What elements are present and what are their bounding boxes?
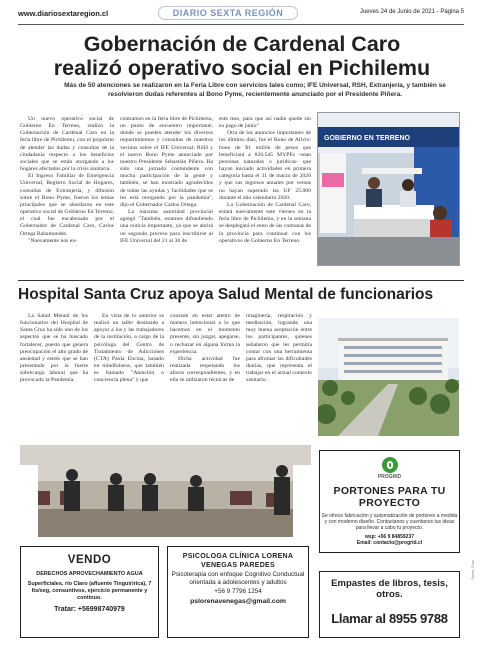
article1-subtitle: Más de 50 atenciones se realizaron en la Feria Libre con servicios tales como; IFE Universal, RSH, Extranjería, y también se resolvieron dudas referentes al Bono Pyme, recientemente anunciado por el Presidente Piñera. <box>64 82 446 98</box>
article1-title-line1: Gobernación de Cardenal Caro <box>83 32 401 56</box>
progrid-ad[interactable] <box>319 450 460 553</box>
psicologa-email[interactable]: pslorenavenegas@gmail.com <box>190 598 286 605</box>
header-rule <box>18 24 464 25</box>
vendo-subtitle: DERECHOS APROVECHAMIENTO AGUA <box>36 571 143 577</box>
gobierno-en-terreno-photo <box>318 113 460 266</box>
article1-col1 <box>20 116 114 273</box>
psicologa-phone[interactable]: +56 9 7796 1254 <box>214 588 262 595</box>
article1-title-line2: realizó operativo social en Pichilemu <box>53 56 431 80</box>
article1-col3 <box>219 116 311 273</box>
article1-col2 <box>120 116 213 273</box>
progrid-title: PORTONES PARA TU PROYECTO <box>333 485 446 509</box>
article2-col3 <box>170 313 240 441</box>
paragraph: imaginería, respiración y meditación, logrando una muy buena aceptación entre los participantes, quienes señalaron que les permitía contar con una herramienta para afrontar las dificultades diarias, que representa el trabajar en el actual contexto sanitario. <box>246 313 312 384</box>
progrid-desc: Se ofrece fabricación y automatización de portones a medida y con moderno diseño. Contactanos y cuentanos tus ideas para llevar a cabo tu proyecto. <box>321 513 458 532</box>
paragraph: Otra de los anuncios importantes de los últimos días, fue el Bono de Alivio: bono de $1 millón de pesos que beneficiará a 820.545 MYPEs -sean personas naturales o jurídicas- que hayan iniciado actividades en primera categoría hasta el 31 de marzo de 2020 y que sus ingresos anuales por ventas no hayan superado las UF 25.000 durante el año calendario 2020. <box>219 130 311 201</box>
empastes-call[interactable]: Llamar al 8955 9788 <box>331 611 448 626</box>
masthead: DIARIO SEXTA REGIÓN <box>158 6 298 20</box>
article2-col2 <box>94 313 164 441</box>
article2-title: Hospital Santa Cruz apoya Salud Mental de funcionarios <box>18 286 434 303</box>
paragraph: "Nuevamente nos en- <box>28 237 78 244</box>
paragraph: contramos en la feria libre de Pichilemu, un punto de encuentro importante, donde se pueden atender los diversos requerimientos y consultas de nuestros vecinos sobre el IFE Universal, RSH y el nuevo Bono Pyme anunciado por nuestro Presidente Sebastián Piñera. Ha sido una jornada contundente con mucha participación de la gente y también, se han mostrado agradecidos de todas las ayudas y facilidades que se les está otorgando por la pandemia", dijo el Gobernador Carlos Ortega. <box>120 116 213 208</box>
article1-title <box>22 32 462 80</box>
paragraph: En vista de lo anterior se realizó un taller destinado a apoyar a los y las trabajadores de la institución, a cargo de la psicóloga del Centro de Tratamiento de Adicciones (CTA) Paola Encina, basado en mindfulness, que también es llamado "Atención o conciencia plena" y que <box>94 313 164 384</box>
side-caption: Santa Cruz <box>470 559 475 580</box>
psicologa-title: PSICOLOGA CLÍNICA LORENA VENEGAS PAREDES <box>182 553 294 569</box>
hospital-building-photo <box>318 318 459 436</box>
progrid-logo-icon <box>382 457 398 473</box>
paragraph: El Ingreso Familiar de Emergencia Universal, Registro Social de Hogares, consultas de Extranjería, y difusión sobre el Bono Pyme, fueron los temas principales que se abordaron en este operativo social de Gobierno En Terreno, el cual fue encabezado por el Gobernador de Cardenal Caro, Carlos Ortega Bahamondes. <box>20 173 114 237</box>
vendo-ad[interactable] <box>20 546 159 638</box>
section-rule <box>18 280 464 281</box>
article1-photo <box>317 112 460 266</box>
progrid-whatsapp[interactable]: wsp: +56 9 84859237 <box>364 533 415 540</box>
paragraph: Dicha actividad fue realizada respetando los aforos correspondientes, y en ella se utilizaron técnicas de <box>170 355 240 384</box>
paragraph: Un nuevo operativo social de Gobierno En Terreno, realizó la Gobernación de Cardenal Caro en la feria libre de Pichilemu, con el propósito de atender las dudas y consultas de la ciudadanía respecto a los beneficios sociales que se están otorgando a los hogares afectados por la crisis sanitaria. <box>20 116 114 173</box>
photo-sign-text: GOBIERNO EN TERRENO <box>324 135 410 142</box>
paragraph: este mes, para que así nadie quede sin su pago de junio" <box>219 116 311 130</box>
article2-col4 <box>246 313 312 441</box>
empastes-ad[interactable] <box>319 571 460 638</box>
page-date: Jueves 24 de Junio de 2021 - Página 5 <box>359 9 464 15</box>
paragraph: La Gobernación de Cardenal Caro, estará nuevamente este viernes en la feria libre de Pichilemu, y en la semana se desplegará el resto de las comunas de la provincia para continuar con los operativos de Gobierno En Terreno. <box>219 201 311 244</box>
paragraph: consiste en estar atento de manera intencional a lo que hacemos en el momento presente, sin juzgar, apegarse, o rechazar en alguna forma la experiencia. <box>170 313 240 355</box>
paragraph: La Salud Mental de los funcionarios del Hospital de Santa Cruz ha sido uno de los aspectos que se ha buscado fortalecer, puesto que genera preocupación el alto grado de ansiedad y estrés que se han presentado por la fuerte sobrecarga laboral que ha provocado la Pandemia. <box>20 313 88 384</box>
workshop-participants-photo <box>20 445 311 537</box>
workshop-photo <box>20 445 311 537</box>
vendo-title: VENDO <box>67 554 112 566</box>
site-url[interactable]: www.diariosextaregion.cl <box>18 9 109 18</box>
progrid-logo-text: PROGRID <box>377 474 402 480</box>
page-header <box>18 6 464 22</box>
psicologa-desc: Psicoterapia con enfoque Cognitivo Conductual orientada a adolescentes y adultos <box>171 571 305 586</box>
vendo-contact[interactable]: Tratar: +56998740979 <box>54 606 125 613</box>
psicologa-ad[interactable] <box>167 546 309 638</box>
empastes-title: Empastes de libros, tesis, otros. <box>331 578 448 600</box>
paragraph: La máxima autoridad provincial agregó "También, estamos difundiendo una noticia importante, ya que se abrirá un segundo proceso para inscribirse al IFE Universal del 21 al 30 de <box>120 209 213 244</box>
vendo-details: Superficiales, río Claro (afluente Tinguiririca), 7 lts/seg, consuntivos, ejercicio permanente y continuo. <box>27 581 152 601</box>
hospital-photo <box>318 318 459 436</box>
progrid-email[interactable]: Email: contacto@progrid.cl <box>356 540 423 547</box>
article2-col1 <box>20 313 88 441</box>
